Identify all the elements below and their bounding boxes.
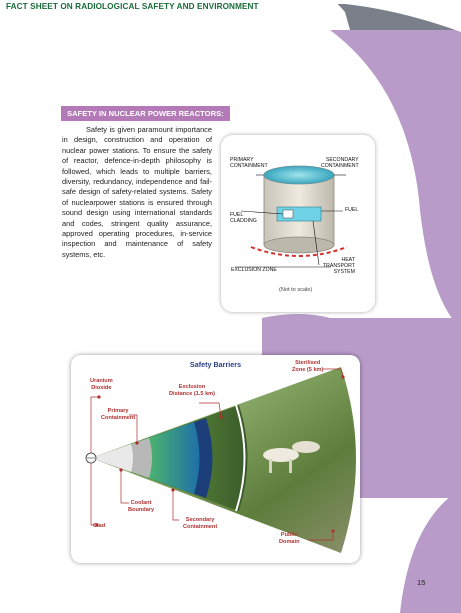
body-paragraph: Safety is given paramount importance in design, construction and operation of nuclear power stations. To ensure the safety of reactor, defence-in-depth philosophy is followed, which leads to multiple barriers, diversity, redundancy, independence and fail-safe design of safety-related systems. Safety of nuclearpower stations is ensured through sound design using international standards and codes, stringent quality assurance, approved operating procedures, in-service inspection and maintenance of safety systems, etc. [62,125,212,259]
uranium-dioxide-label: Uranium Dioxide [90,378,113,391]
exclusion-zone-label: EXCLUSION ZONE [231,267,277,273]
page-number: 15 [417,578,426,587]
secondary-containment-label: SECONDARY CONTAINMENT [321,157,359,169]
coolant-boundary-label: Coolant Boundary [128,500,155,513]
safety-barriers-diagram [71,355,360,563]
reactor-figure-card [221,135,375,312]
sterilised-zone-label: Sterilised Zone (5 km) [292,360,324,373]
page-header-title: FACT SHEET ON RADIOLOGICAL SAFETY AND ENVIRONMENT [6,2,259,11]
secondary-containment-barrier-label: Secondary Containment [183,517,218,530]
primary-containment-label: PRIMARY CONTAINMENT [230,157,268,169]
safety-barriers-title: Safety Barriers [189,360,242,369]
primary-containment-barrier-label: Primary Containment [101,408,136,421]
exclusion-distance-label: Exclusion Distance (1.5 km) [169,384,216,397]
public-domain-label: Public Domain [279,532,300,545]
heat-transport-system-label: HEAT TRANSPORT SYSTEM [323,257,355,275]
section-heading: SAFETY IN NUCLEAR POWER REACTORS: [61,106,230,121]
fuel-cladding-label: FUEL CLADDING [230,212,257,224]
scale-note: (Not to scale) [279,287,313,293]
fuel-label: FUEL [345,207,359,213]
safety-barriers-card [71,355,360,563]
clad-label: Clad [93,523,106,529]
